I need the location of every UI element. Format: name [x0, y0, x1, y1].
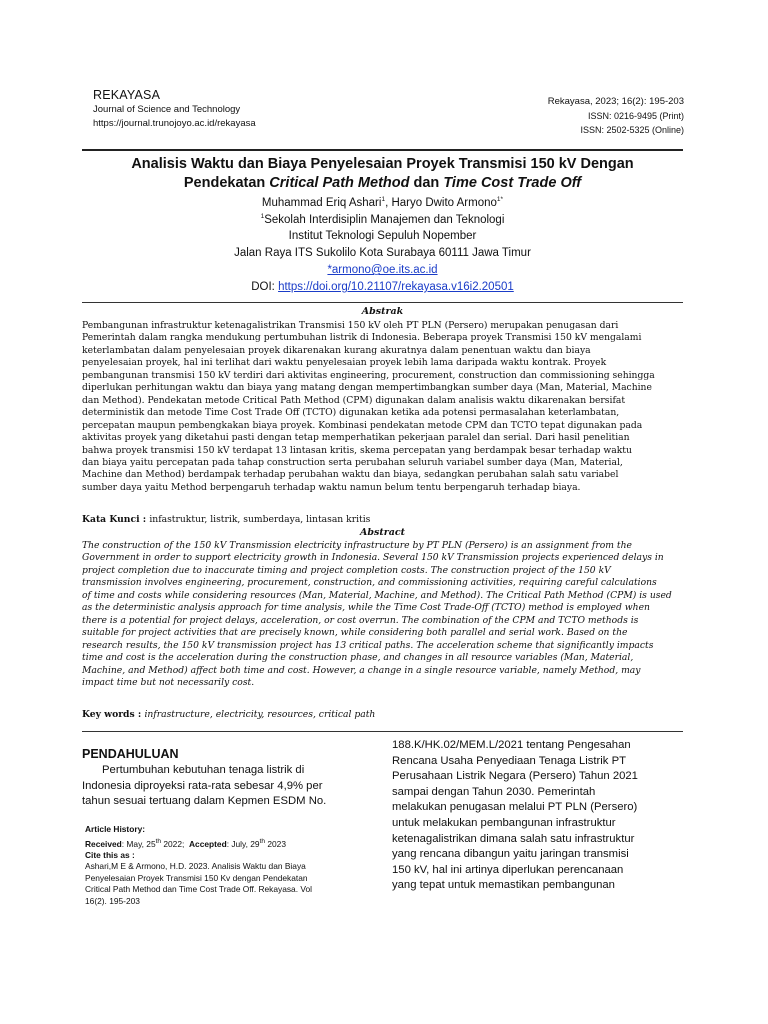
doi-label: DOI: [251, 281, 279, 293]
accepted-date: : July, 29 [226, 838, 260, 849]
author-1: Muhammad Eriq Ashari [261, 196, 382, 209]
intro-right-line: melakukan penugasan melalui PT PLN (Persero) [392, 801, 638, 814]
intro-right-line: yang rencana dibangun yaitu jaringan transmisi [392, 848, 629, 861]
abstrak-divider [82, 302, 683, 303]
abstract-body [82, 540, 683, 689]
author-1-sup: 1 [381, 196, 386, 203]
affiliation-address: Jalan Raya ITS Sukolilo Kota Surabaya 60111 Jawa Timur [234, 247, 531, 259]
intro-right-line: Rencana Usaha Penyediaan Tenaga Listrik PT [392, 754, 627, 767]
affiliation-institute: Institut Teknologi Sepuluh Nopember [288, 230, 477, 242]
received-year: 2022; [161, 838, 185, 849]
key-words [82, 709, 683, 720]
accepted-sup: th [259, 837, 266, 845]
article-history-dates [85, 836, 370, 850]
cite-line: 16(2). 195-203 [85, 895, 140, 906]
affiliation-school: Sekolah Interdisiplin Manajemen dan Teknologi [264, 213, 505, 226]
abstract-line: impact time but not necessarily cost. [82, 676, 255, 688]
affiliation-line1 [82, 213, 683, 226]
abstrak-heading: Abstrak [361, 306, 404, 317]
cite-line: Ashari,M E & Armono, H.D. 2023. Analisis Waktu dan Biaya [85, 861, 306, 872]
article-history [85, 824, 370, 907]
intro-right-line: ketenagalistrikan dimana salah satu infrastruktur [392, 832, 635, 845]
cite-line: Penyelesaian Proyek Transmisi 150 Kv dengan Pendekatan [85, 872, 308, 883]
header-divider [82, 149, 683, 151]
abstrak-line: aktivitas proyek yang diketahui pasti dengan tetap memperhatikan pekerjaan paralel dan serial. Dari hasil penelitian [82, 432, 630, 444]
issn-online: ISSN: 2502-5325 (Online) [580, 125, 684, 135]
intro-right-line: sampai dengan Tahun 2030. Pemerintah [392, 785, 596, 798]
paper-title-line2 [82, 175, 683, 191]
intro-right-line: yang tepat untuk memastikan pembangunan [392, 879, 615, 892]
abstrak-line: dan Method). Pendekatan metode Critical Path Method (CPM) digunakan dalam analisis waktu dikarenakan bersifat [82, 394, 626, 406]
abstrak-line: sumber daya yaitu Method berpengaruh terhadap waktu namun belum tentu berpengaruh terhadap biaya. [82, 481, 581, 493]
abstrak-line: bahwa proyek transmisi 150 kV terdapat 13 lintasan kritis, skema percepatan yang berdampak besar terhadap waktu [82, 444, 632, 456]
cite-line: Critical Path Method dan Time Cost Trade Off. Rekayasa. Vol [85, 884, 313, 895]
intro-left-paragraph [82, 763, 374, 810]
affiliation-sup: 1 [260, 213, 265, 220]
corresponding-email-line [82, 264, 683, 276]
paper-title-line1: Analisis Waktu dan Biaya Penyelesaian Proyek Transmisi 150 kV Dengan [131, 156, 634, 172]
abstrak-line: percepatan maupun pembengkakan biaya proyek. Kombinasi pendekatan metode CPM dan TCTO tepat digunakan pada [82, 419, 643, 431]
abstrak-line: deterministik dan metode Time Cost Trade Off (TCTO) digunakan ketika ada potensi permasalahan keterlambatan, [82, 407, 620, 419]
corresponding-email[interactable]: *armono@oe.its.ac.id [327, 264, 438, 276]
kata-kunci [82, 514, 683, 525]
section-heading-pendahuluan: PENDAHULUAN [82, 747, 179, 761]
journal-url[interactable]: https://journal.trunojoyo.ac.id/rekayasa [93, 118, 256, 129]
abstrak-line: Pemerintah dalam rangka mendukung pertumbuhan listrik di Indonesia. Beberapa proyek Transmisi 150 kV mengalami [82, 332, 642, 344]
abstrak-line: dan biaya yaitu percepatan pada tahap construction serta perubahan seluruh variabel sumber daya (Man, Material, [82, 456, 623, 468]
abstrak-line: Pembangunan infrastruktur ketenagalistrikan Transmisi 150 kV oleh PT PLN (Persero) merupakan penugasan dari [82, 320, 619, 331]
abstract-line: of time and costs while considering resources (Man, Material, Machine, and Method). The Critical Path Method (CPM) is used [82, 589, 672, 601]
intro-left-line: tahun sesuai tertuang dalam Kepmen ESDM No. [82, 795, 327, 808]
abstract-line: project completion due to inaccurate timing and project completion costs. The construction project of the 150 kV [82, 564, 611, 576]
author-2-sup: 1* [496, 196, 504, 203]
title-italic-tcto: Time Cost Trade Off [443, 175, 582, 191]
abstract-heading: Abstract [359, 527, 406, 538]
intro-right-line: 150 kV, hal ini artinya diperlukan perencanaan [392, 863, 624, 876]
key-words-values: infrastructure, electricity, resources, critical path [144, 709, 376, 720]
doi-line [82, 281, 683, 293]
doi-link[interactable]: https://doi.org/10.21107/rekayasa.v16i2.20501 [278, 281, 514, 293]
abstrak-line: diperlukan perhitungan waktu dan biaya yang matang dengan mempertimbangkan sumber daya (Man, Material, Machine [82, 382, 652, 394]
article-history-heading: Article History: [85, 824, 146, 834]
kata-kunci-label: Kata Kunci : [82, 514, 150, 525]
abstract-line: Government in order to support electricity growth in Indonesia. Several 150 kV Transmission projects experienced delays in [82, 552, 664, 564]
intro-right-paragraph [392, 738, 685, 894]
received-label: Received [85, 838, 122, 849]
authors [82, 196, 683, 209]
intro-right-line: Perusahaan Listrik Negara (Persero) Tahun 2021 [392, 770, 638, 783]
abstrak-body [82, 320, 683, 494]
received-date: : May, 25 [121, 838, 156, 849]
intro-left-line: Indonesia diproyeksi rata-rata sebesar 4,9% per [82, 779, 323, 792]
author-separator: , [385, 196, 392, 209]
abstract-line: research results, the 150 kV transmission project has 13 critical paths. The acceleration scheme that significantly impacts [82, 639, 654, 651]
title-prefix: Pendekatan [183, 175, 270, 191]
citation-info: Rekayasa, 2023; 16(2): 195-203 [547, 96, 684, 107]
key-words-label: Key words : [82, 709, 145, 720]
intro-left-line: Pertumbuhan kebutuhan tenaga listrik di [102, 764, 305, 776]
abstrak-line: penyelesaian proyek, hal ini terlihat dari waktu penyelesaian proyek lebih lama daripada waktu kontrak. Proyek [82, 357, 607, 369]
abstrak-line: pembangunan transmisi 150 kV terdiri dari aktivitas engineering, procurement, construction dan commissioning sehingga [82, 369, 655, 381]
issn-print: ISSN: 0216-9495 (Print) [587, 111, 684, 121]
abstrak-line: keterlambatan dalam penyelesaian proyek dikarenakan kurang akuratnya dalam penentuan waktu dan biaya [82, 344, 591, 356]
abstract-line: there is a potential for project delays, acceleration, or cost overrun. The combination of the CPM and TCTO methods is [82, 614, 639, 626]
author-2: Haryo Dwito Armono [391, 196, 497, 209]
abstract-line: The construction of the 150 kV Transmission electricity infrastructure by PT PLN (Persero) is an assignment from the [82, 540, 632, 551]
accepted-label: Accepted [188, 838, 227, 849]
intro-right-line: 188.K/HK.02/MEM.L/2021 tentang Pengesahan [392, 739, 631, 751]
abstract-line: Machine, and Method) affect both time and cost. However, a change in a single resource variable, namely Method, may [82, 664, 641, 676]
accepted-year: 2023 [265, 838, 286, 849]
received-sup: th [155, 837, 162, 845]
kata-kunci-values: infastruktur, listrik, sumberdaya, lintasan kritis [149, 514, 371, 525]
intro-right-line: untuk melakukan pembangunan infrastruktur [392, 816, 616, 829]
title-italic-cpm: Critical Path Method [269, 175, 410, 191]
abstract-line: time and cost is the acceleration during the construction phase, and changes in all resource variables (Man, Material, [82, 652, 634, 664]
abstract-line: as the deterministic analysis approach for time analysis, while the Time Cost Trade-Off (TCTO) method is employed when [82, 602, 650, 614]
body-divider [82, 731, 683, 732]
abstrak-line: Machine dan Method) berdampak terhadap perubahan waktu dan biaya, sedangkan perubahan salah satu variabel [82, 469, 619, 481]
title-mid: dan [409, 175, 444, 191]
abstract-line: suitable for project activities that are precisely known, while considering both parallel and serial work. Based on the [82, 627, 628, 639]
journal-name: REKAYASA [93, 88, 161, 102]
abstract-line: transmission involves engineering, procurement, construction, and commissioning activities, requiring careful calculations [82, 577, 657, 589]
cite-label: Cite this as : [85, 849, 135, 860]
journal-subtitle: Journal of Science and Technology [93, 104, 241, 115]
